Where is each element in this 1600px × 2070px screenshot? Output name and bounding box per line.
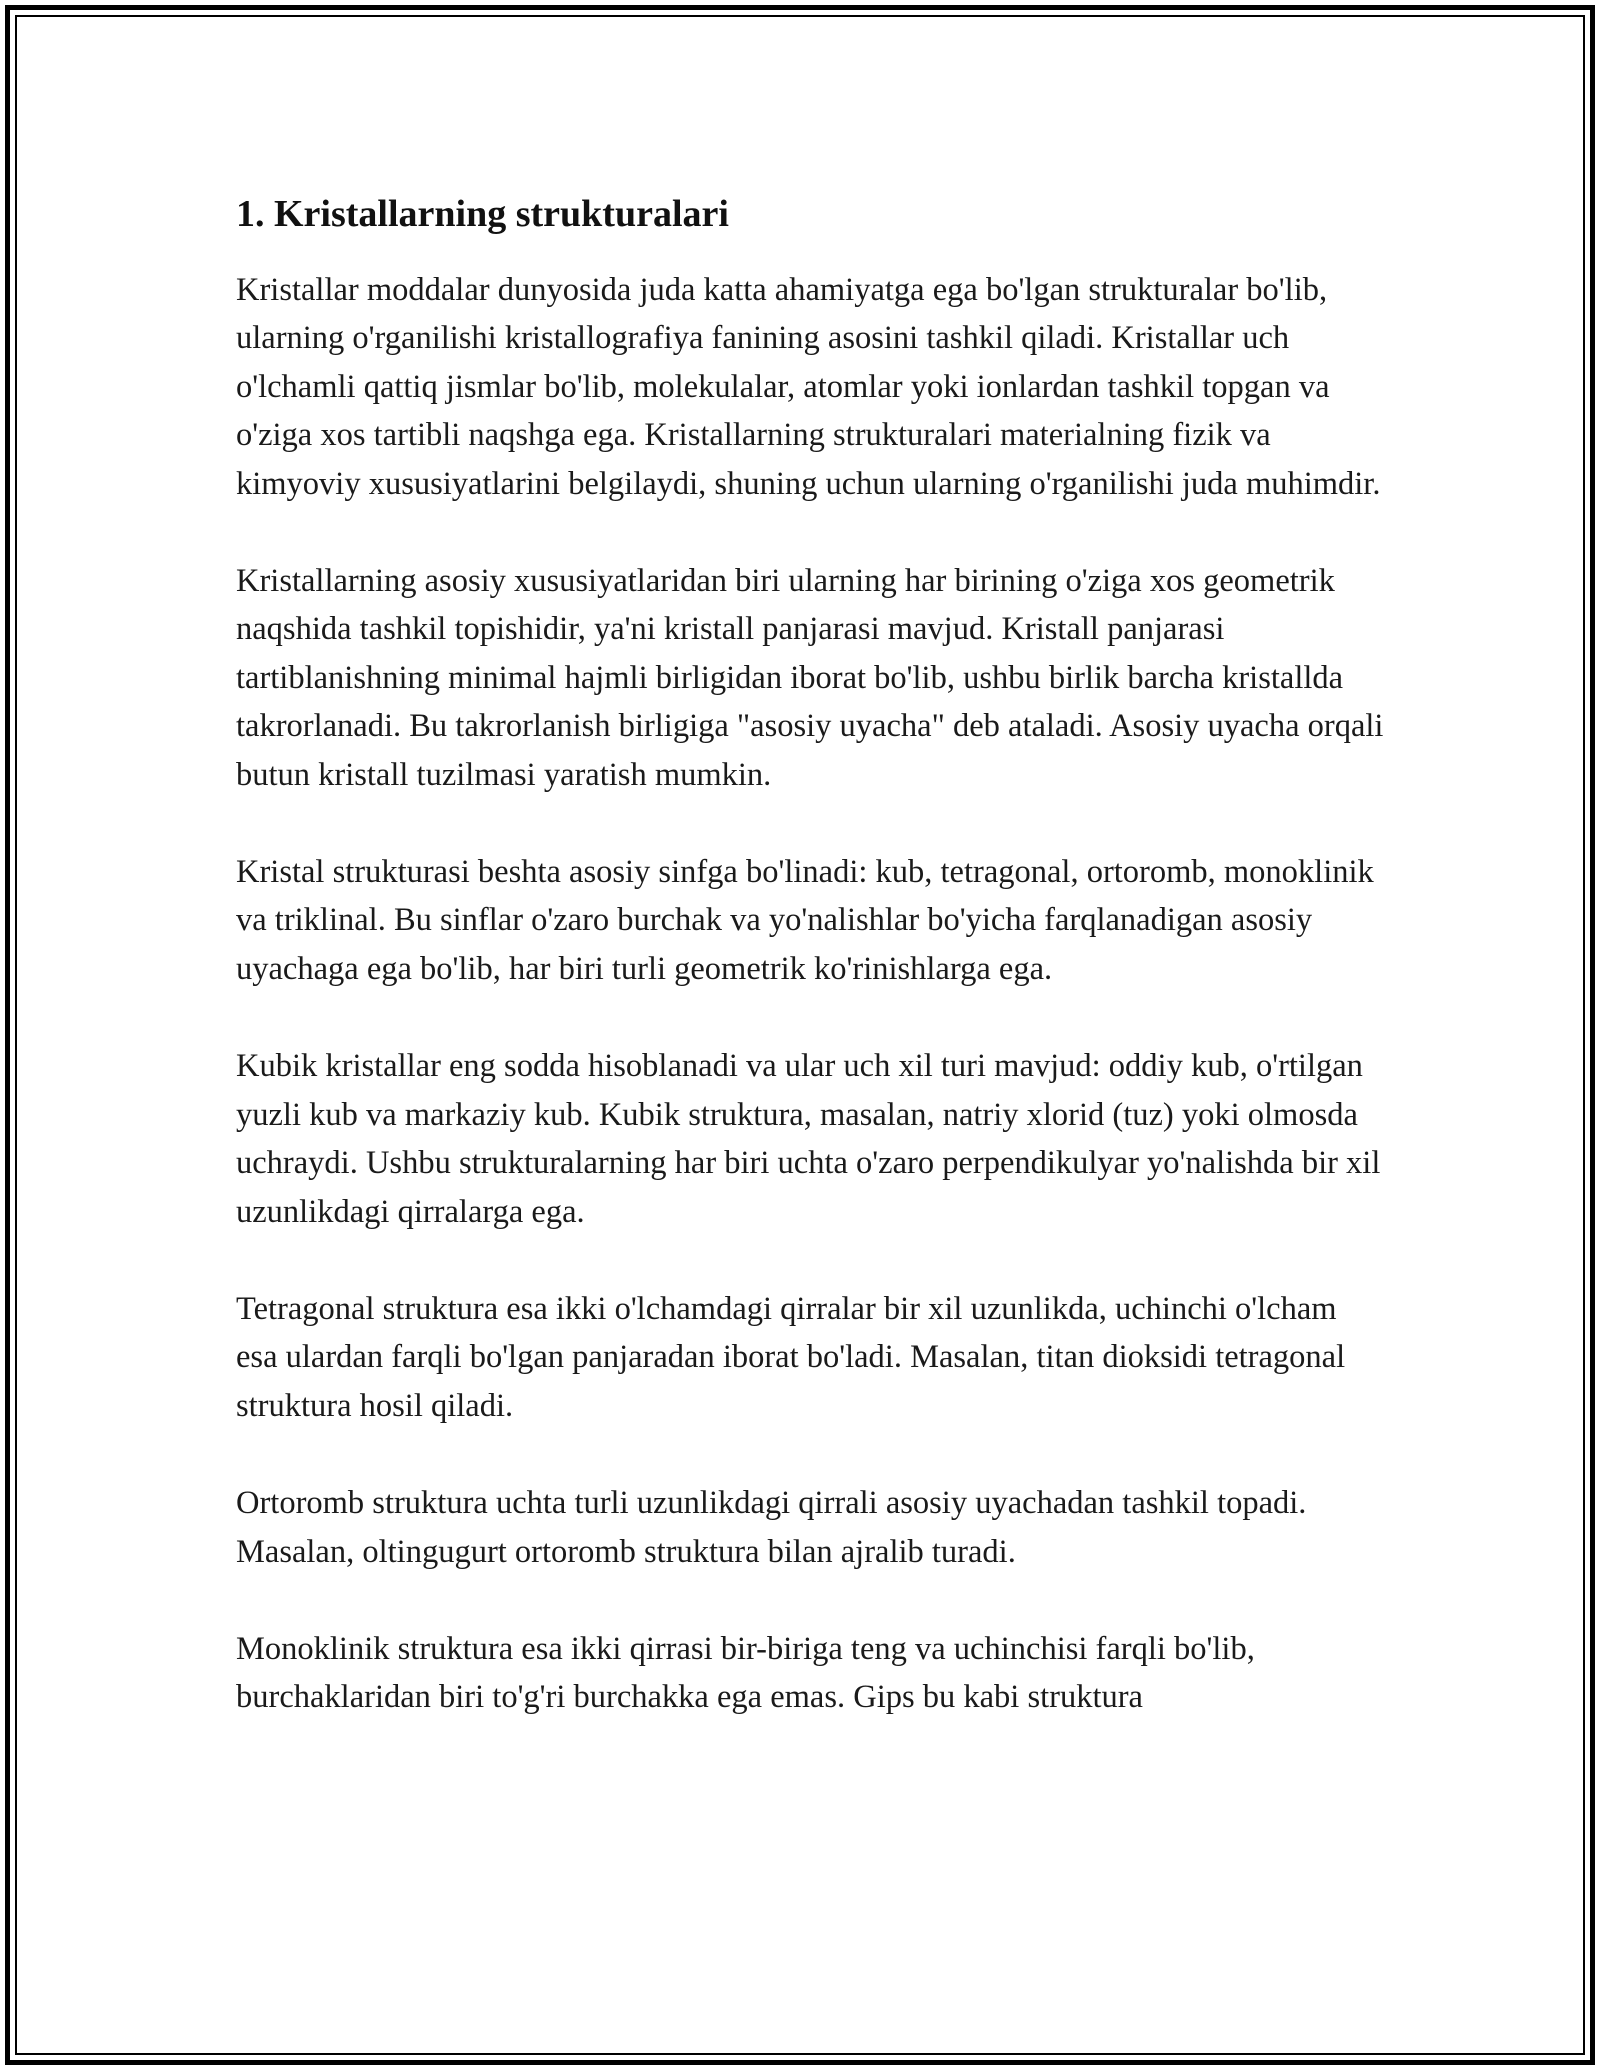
paragraph-lattice: Kristallarning asosiy xususiyatlaridan biri ularning har birining o'ziga xos geometrik naqshida tashkil topishidir, ya'ni kristall panjarasi mavjud. Kristall panjarasi tartiblanishning minimal hajmli birligidan iborat bo'lib, ushbu birlik barcha kristallda takrorlanadi. Bu takrorlanish birligiga "asosiy uyacha" deb ataladi. Asosiy uyacha orqali butun kristall tuzilmasi yaratish mumkin. [236,563,1384,793]
paragraph-cubic: Kubik kristallar eng sodda hisoblanadi va ular uch xil turi mavjud: oddiy kub, o'rtilgan yuzli kub va markaziy kub. Kubik struktura, masalan, natriy xlorid (tuz) yoki olmosda uchraydi. Ushbu strukturalarning har biri uchta o'zaro perpendikulyar yo'nalishda bir xil uzunlikdagi qirralarga ega. [236,1048,1381,1230]
paragraph-monoclinic: Monoklinik struktura esa ikki qirrasi bir-biriga teng va uchinchisi farqli bo'lib, burchaklaridan biri to'g'ri burchakka ega emas. Gips bu kabi struktura [236,1630,1255,1716]
section-heading: 1. Kristallarning strukturalari [236,193,729,235]
paragraph-intro: Kristallar moddalar dunyosida juda katta ahamiyatga ega bo'lgan strukturalar bo'lib, ularning o'rganilishi kristallografiya fanining asosini tashkil qiladi. Kristallar uch o'lchamli qattiq jismlar bo'lib, molekulalar, atomlar yoki ionlardan tashkil topgan va o'ziga xos tartibli naqshga ega. Kristallarning strukturalari materialning fizik va kimyoviy xususiyatlarini belgilaydi, shuning uchun ularning o'rganilishi juda muhimdir. [236,272,1381,502]
paragraph-classes: Kristal strukturasi beshta asosiy sinfga bo'linadi: kub, tetragonal, ortoromb, monoklinik va triklinal. Bu sinflar o'zaro burchak va yo'nalishlar bo'yicha farqlanadigan asosiy uyachaga ega bo'lib, har biri turli geometrik ko'rinishlarga ega. [236,854,1374,987]
paragraph-tetragonal: Tetragonal struktura esa ikki o'lchamdagi qirralar bir xil uzunlikda, uchinchi o'lcham esa ulardan farqli bo'lgan panjaradan iborat bo'ladi. Masalan, titan dioksidi tetragonal struktura hosil qiladi. [236,1290,1346,1424]
paragraph-orthorhombic: Ortoromb struktura uchta turli uzunlikdagi qirrali asosiy uyachadan tashkil topadi. Masalan, oltingugurt ortoromb struktura bilan ajralib turadi. [236,1485,1307,1570]
document-body [236,186,1386,1771]
